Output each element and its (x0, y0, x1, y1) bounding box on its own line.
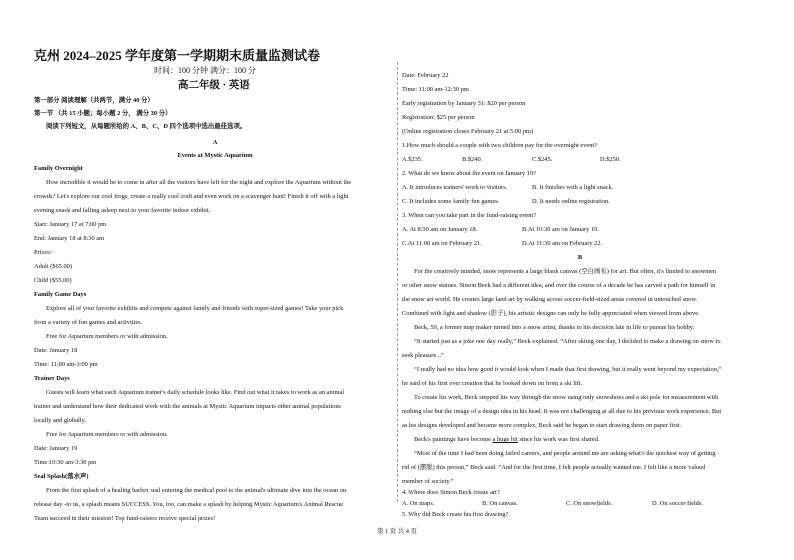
page-footer: 第 1 页 共 4 页 (377, 528, 417, 535)
question-2-option-c: C. It includes some family fun games. (402, 198, 500, 205)
paragraph-line: “I really had no idea how good it would look when I made that first drawing, but it really went beyond my expectation,” (414, 366, 722, 373)
adult-price: Adult ($65.00) (34, 263, 72, 270)
question-1-option-c: C.$245. (532, 156, 553, 163)
paragraph-line: release day -to us, a splash means SUCCESS. You, too, can make a splash by helping Mystic Aquarium's Animal Rescue (34, 501, 343, 508)
question-3-stem: 3. When can you take part in the fund-raising event? (402, 212, 537, 219)
overnight-start: Start: January 17 at 7:00 pm (34, 221, 107, 228)
paragraph-line: from a variety of fun games and activities. (34, 319, 143, 326)
paragraph-line: From the first splash of a healing harbor seal entering the medical pool to the animal's ultimate dive into the ocean on (46, 487, 347, 494)
question-1-option-d: D.$250. (600, 156, 621, 163)
game-days-free: Free for Aquarium members or with admission. (46, 333, 168, 340)
seal-time: Time: 11:00 am-12:30 pm (402, 86, 469, 93)
exam-title: 克州 2024–2025 学年度第一学期期末质量监测试卷 (34, 48, 321, 63)
paragraph-line: locally and globally. (34, 417, 86, 424)
paragraph-line: “It started just as a joke one day really,” Beck explained. “After skiing one day, I decided to make a drawing on snow to (414, 338, 721, 345)
paragraph-line: Explore all of your favorite exhibits and compete against family and friends with super-sized games! Take your pick (46, 305, 344, 312)
instruction: 阅读下列短文，从每题所给的 A、B、C、D 四个选项中选出最佳选项。 (46, 123, 247, 130)
question-1-option-b: B.$240. (462, 156, 483, 163)
paragraph-line: he said of his first ever creation that he looked down on from a ski lift. (402, 380, 583, 387)
passage-b-letter: B (577, 254, 583, 261)
question-4-option-a: A. On maps. (402, 500, 435, 507)
trainer-days-time: Time:10:30 am-3:30 pm (34, 459, 97, 466)
huge-hit-underline: a huge hit (492, 436, 518, 443)
passage-a-heading: Events at Mystic Aquarium (177, 152, 253, 159)
child-price: Child ($55.00) (34, 277, 72, 284)
prices-label: Prices: (34, 249, 52, 256)
paragraph-line: Guests will learn what each Aquarium trainer's daily schedule looks like. Find out what it takes to work as an animal (46, 389, 345, 396)
paragraph-line: as his designs developed and became more complex, Beck said he began to start drawing them on paper first. (402, 422, 682, 429)
paragraph-line: To create his work, Beck stepped his way through the snow using only snowshoes and a ski pole for measurement with (414, 394, 719, 401)
question-1-option-a: A.$235. (402, 156, 423, 163)
question-4-stem: 4. Where does Simon Beck create art? (402, 489, 500, 496)
game-days-date: Date: January 18 (34, 347, 78, 354)
paragraph-line: How incredible it would be to come in after all the visitors have left for the night and explore the Aquarium without the (46, 179, 352, 186)
time-score: 时间：100 分钟 满分：100 分 (154, 66, 256, 75)
seal-date: Date: February 22 (402, 72, 449, 79)
question-1-stem: 1.How much should a couple with two children pay for the overnight event? (402, 142, 598, 149)
question-5-stem: 5. Why did Beck create his first drawing? (402, 511, 509, 518)
seal-early-registration: Early registration by January 31: $20 per person (402, 100, 526, 107)
paragraph-line: member of society.” (402, 478, 454, 485)
paragraph-line: rid of (摆脱) this person,” Beck said. “And for the first time, I felt people actually wanted me. I felt like a more valued (402, 464, 706, 471)
question-4-option-d: D. On soccer fields. (652, 500, 703, 507)
seal-splash-title: Seal Splash(落水声) (34, 473, 89, 480)
paragraph-line: seek pleasure...” (402, 352, 444, 359)
paragraph-line: crowds? Let's explore our cool frogs, create a really cool craft and even work on a scavenger hunt! Finish it off with a light (34, 193, 349, 200)
overnight-end: End: January 18 at 8:30 am (34, 235, 105, 242)
paragraph-line: Combined with light and shadow (影子), his artistic designs can only be fully appreciated when viewed from above. (402, 310, 700, 317)
paragraph-line: trainer and understand how their dedicated work with the animals at Mystic Aquarium impacts other animal populations (34, 403, 342, 410)
question-2-option-d: D. It needs online registration. (532, 198, 610, 205)
question-3-option-b: B.At 10:30 am on January 19. (522, 226, 599, 233)
seal-online-note: (Online registration closes February 21 at 5:00 pm) (402, 128, 534, 135)
paragraph-line: Beck, 59, a former map maker turned into a snow artist, thanks to his decision late in life to pursue his hobby. (414, 324, 695, 331)
family-overnight-title: Family Overnight (34, 165, 83, 172)
paragraph-line-huge-hit: Beck's paintings have become a huge hit since his work was first shared. (414, 436, 600, 443)
question-2-option-a: A. It introduces trainers' work to visitors. (402, 184, 508, 191)
paragraph-line: or other snow statues. Simon Beck had a different idea, and over the course of a decade he has carved a path for himself in (402, 282, 716, 289)
part1-section1-heading: 第一节 （共 15 小题；每小题 2 分， 满分 30 分） (34, 110, 172, 117)
part1-heading: 第一部分 阅读理解（共两节，满分 40 分） (34, 97, 154, 104)
trainer-days-title: Trainer Days (34, 375, 70, 382)
question-3-option-a: A. At 8:30 am on January 18. (402, 226, 478, 233)
paragraph-line: For the creatively minded, snow represents a large blank canvas (空白画布) for art. But often, it's limited to snowmen (414, 268, 717, 275)
paragraph-line: Team succeed in their mission! Top fund-raisers receive special prizes! (34, 515, 216, 522)
paragraph-line: evening snack and falling asleep next to your favorite indoor exhibit. (34, 207, 211, 214)
game-days-time: Time: 11:00 am-3:00 pm (34, 361, 98, 368)
family-game-days-title: Family Game Days (34, 291, 87, 298)
paragraph-line: “Most of the time I had been doing failed careers, and people around me are asking what's the quickest way of getting (414, 450, 716, 457)
question-2-option-b: B. It finishes with a light snack. (532, 184, 614, 191)
question-3-option-c: C.At 11:00 am on February 21. (402, 240, 482, 247)
question-3-option-d: D.At 11:30 am on February 22. (522, 240, 603, 247)
paragraph-line: the snow art world. He creates large land art by walking across soccer-field-sized areas covered in untouched snow. (402, 296, 698, 303)
question-2-stem: 2. What do we know about the event on January 19? (402, 170, 536, 177)
trainer-days-date: Date: January 19 (34, 445, 78, 452)
question-4-option-c: C. On snowfields. (566, 500, 613, 507)
seal-registration: Registration: $25 per person (402, 114, 475, 121)
passage-a-letter: A (212, 139, 218, 146)
question-4-option-b: B. On canvas. (482, 500, 518, 507)
paragraph-line: nothing else but the image of a design idea in his head. It was not challenging at all due to his previous work experience. But (402, 408, 722, 415)
trainer-days-free: Free for Aquarium members or with admission. (46, 431, 168, 438)
grade-subject: 高二年级 · 英语 (178, 80, 250, 91)
column-divider (397, 62, 398, 502)
